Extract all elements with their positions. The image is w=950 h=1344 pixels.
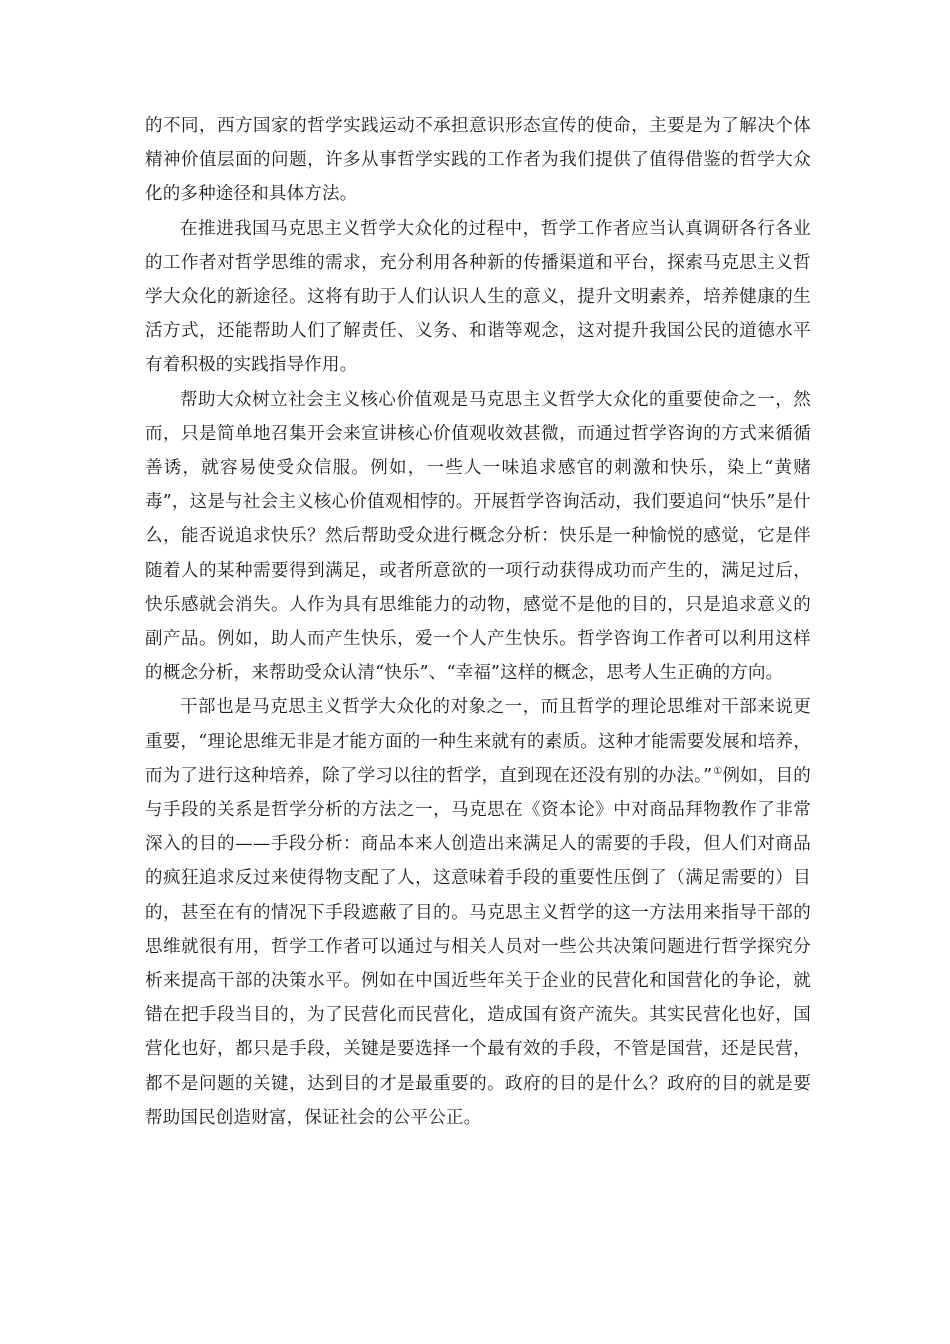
paragraph-2: 在推进我国马克思主义哲学大众化的过程中，哲学工作者应当认真调研各行各业的工作者对哲学思维的需求，充分利用各种新的传播渠道和平台，探索马克思主义哲学大众化的新途径。这将有助于人们认识人生的意义，提升文明素养，培养健康的生活方式，还能帮助人们了解责任、义务、和谐等观念，这对提升我国公民的道德水平有着积极的实践指导作用。 — [145, 218, 811, 376]
footnote-marker[interactable]: ① — [713, 766, 723, 778]
paragraph-4 — [145, 690, 811, 1135]
paragraph-4-continuation: 例如，目的与手段的关系是哲学分析的方法之一，马克思在《资本论》中对商品拜物教作了非常深入的目的——手段分析：商品本来人创造出来满足人的需要的手段，但人们对商品的疯狂追求反过来使得物支配了人，这意味着手段的重要性压倒了（满足需要的）目的，甚至在有的情况下手段遮蔽了目的。马克思主义哲学的这一方法用来指导干部的思维就很有用，哲学工作者可以通过与相关人员对一些公共决策问题进行哲学探究分析来提高干部的决策水平。例如在中国近些年关于企业的民营化和国营化的争论，就错在把手段当目的，为了民营化而民营化，造成国有资产流失。其实民营化也好，国营化也好，都只是手段，关键是要选择一个最有效的手段，不管是国营，还是民营，都不是问题的关键，达到目的才是最重要的。政府的目的是什么？政府的目的就是要帮助国民创造财富，保证社会的公平公正。 — [145, 765, 812, 1128]
paragraph-4-quote-text: 干部也是马克思主义哲学大众化的对象之一，而且哲学的理论思维对干部来说更重要，“理论思维无非是才能方面的一种生来就有的素质。这种才能需要发展和培养，而为了进行这种培养，除了学习以往的哲学，直到现在还没有别的办法。” — [145, 697, 811, 786]
paragraph-3: 帮助大众树立社会主义核心价值观是马克思主义哲学大众化的重要使命之一，然而，只是简单地召集开会来宣讲核心价值观收效甚微，而通过哲学咨询的方式来循循善诱，就容易使受众信服。例如，一些人一味追求感官的刺激和快乐，染上“黄赌毒”，这是与社会主义核心价值观相悖的。开展哲学咨询活动，我们要追问“快乐”是什么，能否说追求快乐？然后帮助受众进行概念分析：快乐是一种愉悦的感觉，它是伴随着人的某种需要得到满足，或者所意欲的一项行动获得成功而产生的，满足过后，快乐感就会消失。人作为具有思维能力的动物，感觉不是他的目的，只是追求意义的副产品。例如，助人而产生快乐，爱一个人产生快乐。哲学咨询工作者可以利用这样的概念分析，来帮助受众认清“快乐”、“幸福”这样的概念，思考人生正确的方向。 — [145, 389, 811, 684]
paragraph-1: 的不同，西方国家的哲学实践运动不承担意识形态宣传的使命，主要是为了解决个体精神价值层面的问题，许多从事哲学实践的工作者为我们提供了值得借鉴的哲学大众化的多种途径和具体方法。 — [145, 116, 811, 205]
document-page — [145, 109, 811, 1135]
